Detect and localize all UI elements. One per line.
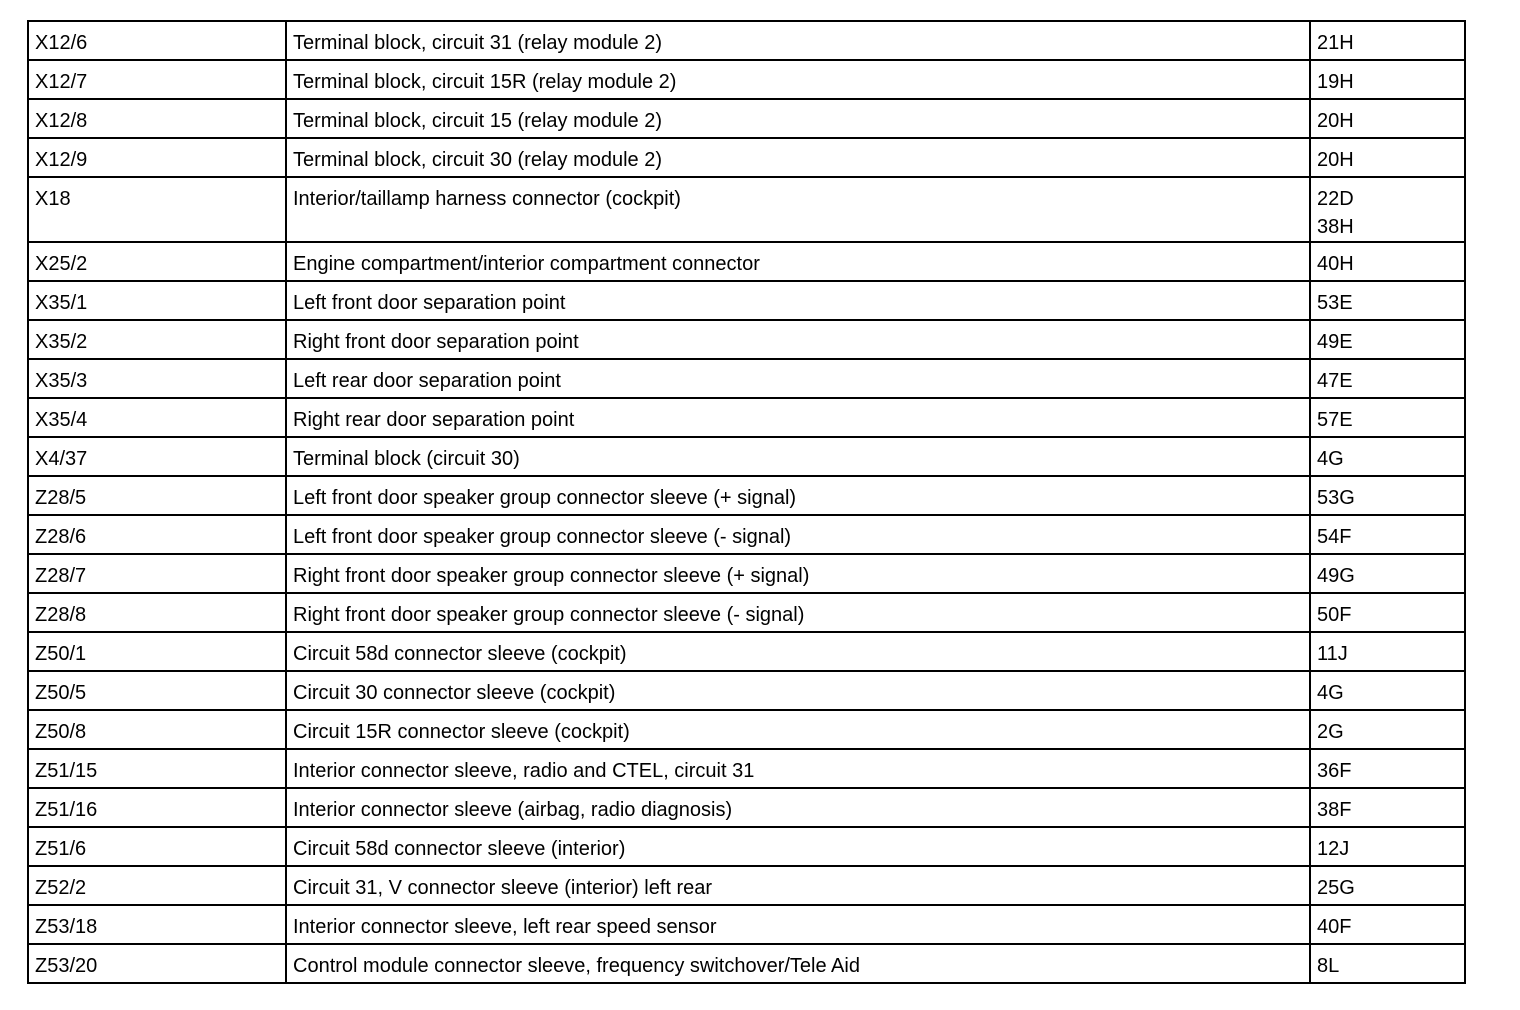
component-description-cell: Terminal block, circuit 31 (relay module 2)	[286, 21, 1310, 60]
grid-location-cell: 53E	[1310, 281, 1465, 320]
grid-location-cell: 49G	[1310, 554, 1465, 593]
component-description-cell: Right front door separation point	[286, 320, 1310, 359]
grid-location-value-secondary: 38H	[1317, 216, 1354, 238]
table-row	[28, 281, 1465, 320]
grid-location-cell: 40F	[1310, 905, 1465, 944]
grid-location-cell	[1310, 177, 1465, 242]
component-description-cell: Interior/taillamp harness connector (cockpit)	[286, 177, 1310, 242]
grid-location-cell: 4G	[1310, 671, 1465, 710]
component-code-cell: X12/7	[28, 60, 286, 99]
component-description-cell: Terminal block, circuit 15 (relay module 2)	[286, 99, 1310, 138]
component-code-cell: X12/6	[28, 21, 286, 60]
component-code-cell: Z50/8	[28, 710, 286, 749]
grid-location-cell: 50F	[1310, 593, 1465, 632]
grid-location-cell: 12J	[1310, 827, 1465, 866]
component-code-cell: X35/1	[28, 281, 286, 320]
table-row	[28, 554, 1465, 593]
grid-location-cell: 47E	[1310, 359, 1465, 398]
component-description-cell: Terminal block, circuit 15R (relay module 2)	[286, 60, 1310, 99]
component-code-cell: Z51/6	[28, 827, 286, 866]
table-row	[28, 138, 1465, 177]
component-code-cell: X35/4	[28, 398, 286, 437]
table-row	[28, 827, 1465, 866]
grid-location-cell: 11J	[1310, 632, 1465, 671]
grid-location-cell: 38F	[1310, 788, 1465, 827]
component-description-cell: Left front door speaker group connector sleeve (- signal)	[286, 515, 1310, 554]
component-code-cell: Z52/2	[28, 866, 286, 905]
grid-location-cell: 20H	[1310, 138, 1465, 177]
table-row	[28, 749, 1465, 788]
component-code-cell: Z53/20	[28, 944, 286, 983]
table-row	[28, 788, 1465, 827]
table-row	[28, 944, 1465, 983]
table-row	[28, 21, 1465, 60]
component-code-cell: Z50/5	[28, 671, 286, 710]
component-description-cell: Circuit 58d connector sleeve (cockpit)	[286, 632, 1310, 671]
component-description-cell: Interior connector sleeve, left rear speed sensor	[286, 905, 1310, 944]
component-code-cell: Z28/5	[28, 476, 286, 515]
grid-location-value: 22D	[1317, 188, 1354, 210]
component-description-cell: Left rear door separation point	[286, 359, 1310, 398]
table-row	[28, 60, 1465, 99]
table-row	[28, 866, 1465, 905]
grid-location-cell: 2G	[1310, 710, 1465, 749]
component-code-cell: Z53/18	[28, 905, 286, 944]
table-row	[28, 593, 1465, 632]
grid-location-cell: 54F	[1310, 515, 1465, 554]
component-description-cell: Circuit 58d connector sleeve (interior)	[286, 827, 1310, 866]
component-code-cell: X25/2	[28, 242, 286, 281]
component-code-cell: X18	[28, 177, 286, 242]
grid-location-cell: 8L	[1310, 944, 1465, 983]
table-row	[28, 99, 1465, 138]
grid-location-cell: 36F	[1310, 749, 1465, 788]
component-description-cell: Circuit 30 connector sleeve (cockpit)	[286, 671, 1310, 710]
table-row	[28, 398, 1465, 437]
table-row	[28, 905, 1465, 944]
grid-location-cell: 21H	[1310, 21, 1465, 60]
table-row	[28, 632, 1465, 671]
grid-location-cell: 20H	[1310, 99, 1465, 138]
component-description-cell: Engine compartment/interior compartment connector	[286, 242, 1310, 281]
table-row	[28, 515, 1465, 554]
grid-location-cell: 40H	[1310, 242, 1465, 281]
component-code-cell: X35/3	[28, 359, 286, 398]
component-code-cell: Z51/15	[28, 749, 286, 788]
grid-location-cell: 25G	[1310, 866, 1465, 905]
table-row	[28, 320, 1465, 359]
component-legend-body	[28, 21, 1465, 983]
component-description-cell: Circuit 31, V connector sleeve (interior) left rear	[286, 866, 1310, 905]
grid-location-cell: 53G	[1310, 476, 1465, 515]
component-code-cell: Z28/6	[28, 515, 286, 554]
component-description-cell: Terminal block (circuit 30)	[286, 437, 1310, 476]
grid-location-cell: 49E	[1310, 320, 1465, 359]
component-code-cell: Z51/16	[28, 788, 286, 827]
table-row	[28, 476, 1465, 515]
component-code-cell: X12/8	[28, 99, 286, 138]
table-row	[28, 242, 1465, 281]
component-code-cell: X12/9	[28, 138, 286, 177]
component-legend-table	[27, 20, 1466, 984]
grid-location-cell: 4G	[1310, 437, 1465, 476]
grid-location-cell: 57E	[1310, 398, 1465, 437]
component-description-cell: Interior connector sleeve, radio and CTEL, circuit 31	[286, 749, 1310, 788]
component-code-cell: Z28/7	[28, 554, 286, 593]
table-row	[28, 437, 1465, 476]
component-description-cell: Control module connector sleeve, frequency switchover/Tele Aid	[286, 944, 1310, 983]
component-code-cell: X4/37	[28, 437, 286, 476]
component-description-cell: Right rear door separation point	[286, 398, 1310, 437]
component-code-cell: Z28/8	[28, 593, 286, 632]
grid-location-cell: 19H	[1310, 60, 1465, 99]
component-description-cell: Terminal block, circuit 30 (relay module 2)	[286, 138, 1310, 177]
table-row	[28, 710, 1465, 749]
component-description-cell: Circuit 15R connector sleeve (cockpit)	[286, 710, 1310, 749]
table-row	[28, 177, 1465, 242]
table-row	[28, 359, 1465, 398]
component-description-cell: Left front door speaker group connector sleeve (+ signal)	[286, 476, 1310, 515]
component-description-cell: Interior connector sleeve (airbag, radio diagnosis)	[286, 788, 1310, 827]
component-code-cell: Z50/1	[28, 632, 286, 671]
component-description-cell: Right front door speaker group connector sleeve (- signal)	[286, 593, 1310, 632]
component-description-cell: Left front door separation point	[286, 281, 1310, 320]
component-description-cell: Right front door speaker group connector sleeve (+ signal)	[286, 554, 1310, 593]
table-row	[28, 671, 1465, 710]
component-code-cell: X35/2	[28, 320, 286, 359]
